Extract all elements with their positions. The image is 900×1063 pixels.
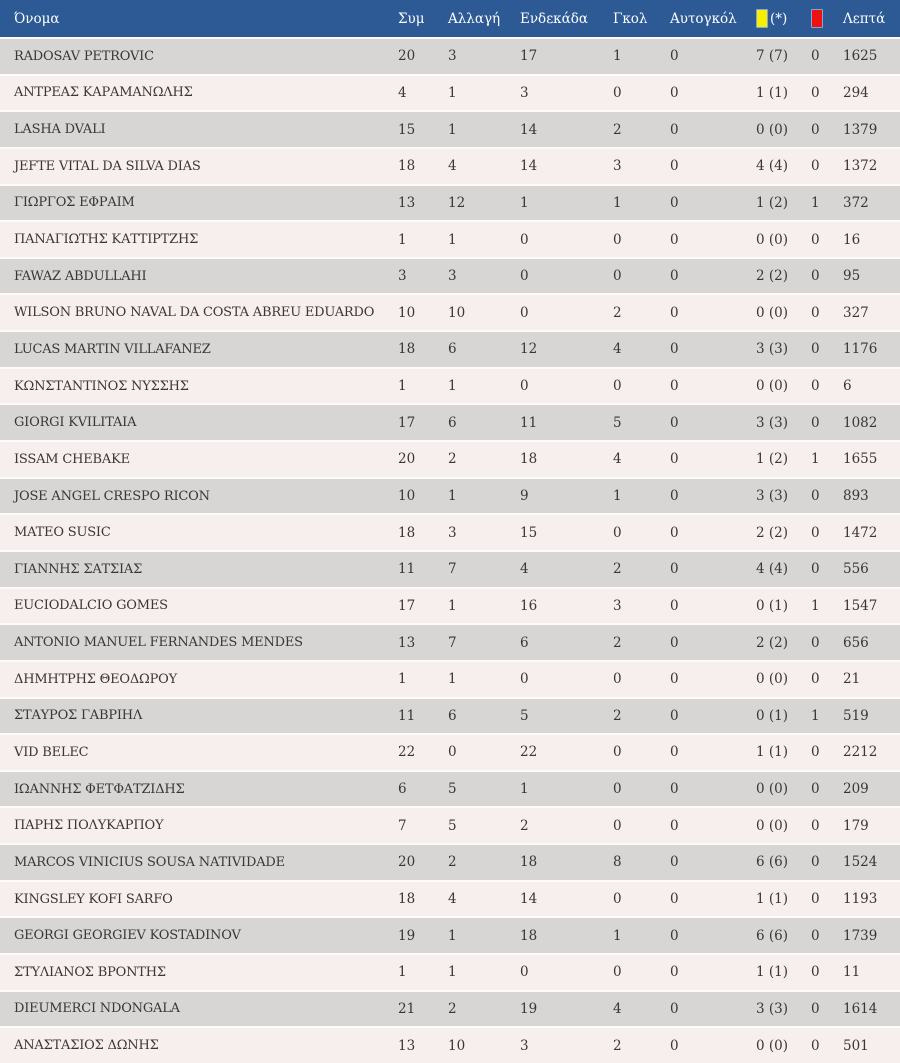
cell-starting11: 6 [520, 634, 529, 651]
cell-red-cards: 0 [811, 634, 820, 651]
cell-yellow-cards: 3 (3) [756, 1000, 789, 1017]
column-header-goals: Γκολ [613, 10, 648, 27]
cell-yellow-cards: 3 (3) [756, 341, 789, 358]
cell-appearances: 13 [398, 194, 416, 211]
cell-goals: 0 [613, 781, 622, 798]
cell-minutes: 2212 [843, 744, 878, 761]
cell-starting11: 17 [520, 48, 538, 65]
cell-minutes: 11 [843, 964, 861, 981]
table-row[interactable] [0, 953, 900, 990]
column-header-appearances: Συμ [398, 10, 425, 27]
cell-starting11: 18 [520, 854, 538, 871]
cell-yellow-cards: 1 (1) [756, 891, 789, 908]
table-row[interactable] [0, 1026, 900, 1063]
cell-yellow-cards: 1 (1) [756, 84, 789, 101]
table-row[interactable] [0, 403, 900, 440]
cell-red-cards: 1 [811, 597, 820, 614]
cell-goals: 1 [613, 194, 622, 211]
cell-own-goals: 0 [670, 84, 679, 101]
cell-appearances: 17 [398, 597, 416, 614]
cell-own-goals: 0 [670, 414, 679, 431]
table-row[interactable] [0, 623, 900, 660]
cell-name: ΑΝΑΣΤΑΣΙΟΣ ΔΩΝΗΣ [14, 1038, 159, 1054]
table-row[interactable] [0, 513, 900, 550]
cell-appearances: 1 [398, 231, 407, 248]
cell-yellow-cards: 1 (2) [756, 451, 789, 468]
cell-minutes: 1655 [843, 451, 878, 468]
cell-name: MATEO SUSIC [14, 525, 111, 541]
cell-yellow-cards: 2 (2) [756, 524, 789, 541]
cell-substitute: 6 [448, 707, 457, 724]
cell-own-goals: 0 [670, 304, 679, 321]
cell-minutes: 16 [843, 231, 861, 248]
cell-yellow-cards: 0 (0) [756, 817, 789, 834]
cell-yellow-cards: 3 (3) [756, 488, 789, 504]
cell-substitute: 1 [448, 488, 457, 504]
cell-minutes: 1372 [843, 158, 878, 175]
cell-own-goals: 0 [670, 927, 679, 944]
cell-red-cards: 0 [811, 781, 820, 798]
cell-own-goals: 0 [670, 707, 679, 724]
cell-appearances: 3 [398, 268, 407, 285]
cell-minutes: 1614 [843, 1000, 878, 1017]
cell-name: ΓΙΑΝΝΗΣ ΣΑΤΣΙΑΣ [14, 561, 143, 577]
cell-red-cards: 0 [811, 414, 820, 431]
cell-substitute: 1 [448, 378, 457, 395]
cell-name: ΠΑΡΗΣ ΠΟΛΥΚΑΡΠΟΥ [14, 818, 164, 834]
table-row[interactable] [0, 660, 900, 697]
cell-name: DIEUMERCI NDONGALA [14, 1001, 180, 1017]
cell-starting11: 2 [520, 817, 529, 834]
cell-red-cards: 0 [811, 891, 820, 908]
cell-own-goals: 0 [670, 341, 679, 358]
cell-goals: 4 [613, 341, 622, 358]
cell-own-goals: 0 [670, 817, 679, 834]
cell-starting11: 15 [520, 524, 538, 541]
table-row[interactable] [0, 110, 900, 147]
cell-minutes: 21 [843, 671, 861, 688]
cell-substitute: 2 [448, 854, 457, 871]
cell-appearances: 20 [398, 854, 416, 871]
cell-appearances: 20 [398, 48, 416, 65]
cell-name: MARCOS VINICIUS SOUSA NATIVIDADE [14, 854, 285, 870]
cell-yellow-cards: 0 (0) [756, 671, 789, 688]
cell-starting11: 19 [520, 1000, 538, 1017]
cell-goals: 3 [613, 597, 622, 614]
cell-yellow-cards: 0 (0) [756, 304, 789, 321]
table-row[interactable] [0, 184, 900, 221]
cell-own-goals: 0 [670, 597, 679, 614]
cell-starting11: 0 [520, 671, 529, 688]
cell-goals: 2 [613, 1037, 622, 1054]
cell-minutes: 1176 [843, 341, 878, 358]
cell-name: ΠΑΝΑΓΙΩΤΗΣ ΚΑΤΤΙΡΤΖΗΣ [14, 232, 199, 248]
cell-substitute: 1 [448, 671, 457, 688]
cell-goals: 2 [613, 561, 622, 578]
cell-yellow-cards: 6 (6) [756, 854, 789, 871]
cell-minutes: 501 [843, 1037, 869, 1054]
column-header-minutes: Λεπτά [843, 10, 886, 27]
cell-minutes: 1524 [843, 854, 878, 871]
cell-starting11: 16 [520, 597, 538, 614]
cell-yellow-cards: 2 (2) [756, 634, 789, 651]
cell-name: RADOSAV PETROVIC [14, 48, 154, 64]
cell-own-goals: 0 [670, 781, 679, 798]
cell-own-goals: 0 [670, 524, 679, 541]
cell-red-cards: 0 [811, 964, 820, 981]
cell-red-cards: 1 [811, 194, 820, 211]
cell-appearances: 1 [398, 964, 407, 981]
cell-minutes: 556 [843, 561, 869, 578]
cell-own-goals: 0 [670, 194, 679, 211]
cell-minutes: 179 [843, 817, 869, 834]
cell-red-cards: 0 [811, 84, 820, 101]
table-row[interactable] [0, 37, 900, 74]
cell-red-cards: 0 [811, 268, 820, 285]
cell-substitute: 0 [448, 744, 457, 761]
table-row[interactable] [0, 990, 900, 1027]
cell-appearances: 18 [398, 891, 416, 908]
cell-red-cards: 0 [811, 488, 820, 504]
cell-starting11: 1 [520, 781, 529, 798]
cell-red-cards: 0 [811, 121, 820, 138]
cell-own-goals: 0 [670, 1037, 679, 1054]
cell-yellow-cards: 2 (2) [756, 268, 789, 285]
cell-own-goals: 0 [670, 488, 679, 504]
cell-name: ΣΤΑΥΡΟΣ ΓΑΒΡΙΗΛ [14, 708, 143, 724]
cell-name: LASHA DVALI [14, 122, 106, 138]
cell-appearances: 11 [398, 707, 416, 724]
cell-yellow-cards: 0 (0) [756, 231, 789, 248]
cell-yellow-cards: 1 (1) [756, 964, 789, 981]
cell-yellow-cards: 0 (0) [756, 121, 789, 138]
cell-substitute: 10 [448, 1037, 466, 1054]
table-row[interactable] [0, 697, 900, 734]
cell-substitute: 3 [448, 268, 457, 285]
cell-minutes: 1082 [843, 414, 878, 431]
cell-substitute: 6 [448, 414, 457, 431]
column-header-starting11: Ενδεκάδα [520, 10, 588, 27]
cell-name: WILSON BRUNO NAVAL DA COSTA ABREU EDUARDO [14, 305, 375, 321]
cell-appearances: 4 [398, 84, 407, 101]
cell-name: ΑΝΤΡΕΑΣ ΚΑΡΑΜΑΝΩΛΗΣ [14, 85, 193, 101]
cell-minutes: 1739 [843, 927, 878, 944]
cell-minutes: 327 [843, 304, 869, 321]
cell-substitute: 3 [448, 48, 457, 65]
cell-own-goals: 0 [670, 891, 679, 908]
cell-starting11: 14 [520, 891, 538, 908]
cell-name: JOSE ANGEL CRESPO RICON [14, 488, 210, 504]
cell-starting11: 22 [520, 744, 538, 761]
table-row[interactable] [0, 74, 900, 111]
cell-goals: 0 [613, 378, 622, 395]
cell-goals: 0 [613, 964, 622, 981]
cell-starting11: 18 [520, 927, 538, 944]
yellow-card-suffix-label: (*) [770, 10, 788, 27]
cell-goals: 4 [613, 451, 622, 468]
table-row[interactable] [0, 550, 900, 587]
cell-substitute: 1 [448, 231, 457, 248]
cell-appearances: 20 [398, 451, 416, 468]
cell-appearances: 10 [398, 488, 416, 504]
cell-goals: 0 [613, 231, 622, 248]
cell-goals: 0 [613, 268, 622, 285]
table-row[interactable] [0, 330, 900, 367]
cell-red-cards: 0 [811, 524, 820, 541]
cell-appearances: 1 [398, 378, 407, 395]
cell-red-cards: 0 [811, 231, 820, 248]
cell-yellow-cards: 1 (2) [756, 194, 789, 211]
cell-starting11: 14 [520, 121, 538, 138]
cell-red-cards: 1 [811, 707, 820, 724]
cell-substitute: 1 [448, 927, 457, 944]
cell-red-cards: 0 [811, 1037, 820, 1054]
cell-goals: 4 [613, 1000, 622, 1017]
cell-name: ΓΙΩΡΓΟΣ ΕΦΡΑΙΜ [14, 195, 135, 211]
cell-substitute: 1 [448, 597, 457, 614]
cell-goals: 1 [613, 48, 622, 65]
table-header-row [0, 0, 900, 37]
cell-own-goals: 0 [670, 121, 679, 138]
cell-minutes: 1625 [843, 48, 878, 65]
table-row[interactable] [0, 440, 900, 477]
cell-name: GEORGI GEORGIEV KOSTADINOV [14, 928, 241, 944]
cell-red-cards: 0 [811, 378, 820, 395]
cell-minutes: 656 [843, 634, 869, 651]
cell-starting11: 0 [520, 231, 529, 248]
cell-name: ΚΩΝΣΤΑΝΤΙΝΟΣ ΝΥΣΣΗΣ [14, 378, 189, 394]
cell-red-cards: 0 [811, 48, 820, 65]
cell-yellow-cards: 3 (3) [756, 414, 789, 431]
cell-own-goals: 0 [670, 964, 679, 981]
cell-minutes: 893 [843, 488, 869, 504]
cell-substitute: 10 [448, 304, 466, 321]
cell-own-goals: 0 [670, 378, 679, 395]
cell-appearances: 22 [398, 744, 416, 761]
cell-yellow-cards: 4 (4) [756, 158, 789, 175]
cell-starting11: 0 [520, 304, 529, 321]
cell-name: ΔΗΜΗΤΡΗΣ ΘΕΟΔΩΡΟΥ [14, 671, 178, 687]
cell-red-cards: 0 [811, 927, 820, 944]
table-row[interactable] [0, 880, 900, 917]
cell-starting11: 14 [520, 158, 538, 175]
cell-minutes: 1193 [843, 891, 878, 908]
cell-name: VID BELEC [14, 744, 89, 760]
cell-minutes: 6 [843, 378, 852, 395]
cell-name: ANTONIO MANUEL FERNANDES MENDES [14, 635, 303, 651]
cell-minutes: 372 [843, 194, 869, 211]
table-row[interactable] [0, 733, 900, 770]
cell-starting11: 0 [520, 268, 529, 285]
cell-substitute: 7 [448, 561, 457, 578]
cell-substitute: 1 [448, 84, 457, 101]
cell-substitute: 12 [448, 194, 466, 211]
cell-minutes: 1379 [843, 121, 878, 138]
column-header-substitute: Αλλαγή [448, 10, 501, 27]
cell-substitute: 2 [448, 451, 457, 468]
cell-goals: 1 [613, 488, 622, 504]
cell-goals: 3 [613, 158, 622, 175]
cell-goals: 1 [613, 927, 622, 944]
cell-yellow-cards: 0 (0) [756, 378, 789, 395]
cell-minutes: 95 [843, 268, 861, 285]
cell-own-goals: 0 [670, 671, 679, 688]
cell-yellow-cards: 0 (0) [756, 781, 789, 798]
cell-appearances: 7 [398, 817, 407, 834]
column-header-red-cards [803, 9, 835, 28]
cell-red-cards: 0 [811, 854, 820, 871]
table-row[interactable] [0, 293, 900, 330]
table-row[interactable] [0, 367, 900, 404]
cell-name: FAWAZ ABDULLAHI [14, 268, 147, 284]
cell-red-cards: 1 [811, 451, 820, 468]
cell-appearances: 15 [398, 121, 416, 138]
cell-own-goals: 0 [670, 231, 679, 248]
cell-starting11: 0 [520, 378, 529, 395]
table-row[interactable] [0, 477, 900, 514]
column-header-own-goals: Αυτογκόλ [670, 10, 737, 27]
cell-minutes: 1472 [843, 524, 878, 541]
table-row[interactable] [0, 257, 900, 294]
cell-appearances: 19 [398, 927, 416, 944]
cell-own-goals: 0 [670, 744, 679, 761]
table-row[interactable] [0, 220, 900, 257]
cell-starting11: 1 [520, 194, 529, 211]
cell-appearances: 10 [398, 304, 416, 321]
cell-goals: 8 [613, 854, 622, 871]
cell-own-goals: 0 [670, 1000, 679, 1017]
cell-appearances: 21 [398, 1000, 416, 1017]
cell-red-cards: 0 [811, 1000, 820, 1017]
cell-goals: 0 [613, 744, 622, 761]
cell-minutes: 209 [843, 781, 869, 798]
cell-starting11: 5 [520, 707, 529, 724]
cell-goals: 2 [613, 304, 622, 321]
cell-name: EUCIODALCIO GOMES [14, 598, 168, 614]
table-row[interactable] [0, 147, 900, 184]
table-row[interactable] [0, 916, 900, 953]
cell-yellow-cards: 0 (1) [756, 707, 789, 724]
cell-appearances: 6 [398, 781, 407, 798]
cell-minutes: 294 [843, 84, 869, 101]
cell-own-goals: 0 [670, 48, 679, 65]
cell-yellow-cards: 0 (1) [756, 597, 789, 614]
cell-substitute: 4 [448, 158, 457, 175]
cell-own-goals: 0 [670, 854, 679, 871]
cell-starting11: 12 [520, 341, 538, 358]
cell-goals: 2 [613, 121, 622, 138]
cell-own-goals: 0 [670, 158, 679, 175]
cell-starting11: 11 [520, 414, 538, 431]
column-header-yellow-cards [748, 9, 803, 28]
cell-appearances: 17 [398, 414, 416, 431]
cell-red-cards: 0 [811, 304, 820, 321]
cell-minutes: 1547 [843, 597, 878, 614]
cell-yellow-cards: 4 (4) [756, 561, 789, 578]
cell-yellow-cards: 0 (0) [756, 1037, 789, 1054]
table-body [0, 37, 900, 1063]
cell-appearances: 1 [398, 671, 407, 688]
cell-appearances: 18 [398, 158, 416, 175]
cell-goals: 2 [613, 634, 622, 651]
cell-starting11: 3 [520, 84, 529, 101]
cell-starting11: 0 [520, 964, 529, 981]
cell-appearances: 11 [398, 561, 416, 578]
cell-substitute: 1 [448, 121, 457, 138]
cell-substitute: 1 [448, 964, 457, 981]
cell-yellow-cards: 1 (1) [756, 744, 789, 761]
cell-minutes: 519 [843, 707, 869, 724]
table-row[interactable] [0, 770, 900, 807]
cell-starting11: 4 [520, 561, 529, 578]
red-card-icon [811, 9, 823, 28]
table-row[interactable] [0, 843, 900, 880]
cell-own-goals: 0 [670, 561, 679, 578]
cell-name: LUCAS MARTIN VILLAFANEZ [14, 341, 211, 357]
cell-goals: 0 [613, 817, 622, 834]
table-row[interactable] [0, 587, 900, 624]
cell-red-cards: 0 [811, 561, 820, 578]
cell-goals: 0 [613, 671, 622, 688]
cell-red-cards: 0 [811, 817, 820, 834]
cell-red-cards: 0 [811, 744, 820, 761]
cell-name: ΣΤΥΛΙΑΝΟΣ ΒΡΟΝΤΗΣ [14, 964, 166, 980]
cell-substitute: 5 [448, 781, 457, 798]
cell-name: GIORGI KVILITAIA [14, 415, 137, 431]
cell-red-cards: 0 [811, 158, 820, 175]
cell-appearances: 13 [398, 634, 416, 651]
cell-red-cards: 0 [811, 671, 820, 688]
cell-goals: 5 [613, 414, 622, 431]
cell-substitute: 6 [448, 341, 457, 358]
cell-starting11: 9 [520, 488, 529, 504]
cell-starting11: 3 [520, 1037, 529, 1054]
cell-goals: 2 [613, 707, 622, 724]
cell-appearances: 18 [398, 524, 416, 541]
cell-goals: 0 [613, 84, 622, 101]
cell-goals: 0 [613, 891, 622, 908]
cell-red-cards: 0 [811, 341, 820, 358]
cell-name: KINGSLEY KOFI SARFO [14, 891, 173, 907]
cell-yellow-cards: 6 (6) [756, 927, 789, 944]
cell-substitute: 4 [448, 891, 457, 908]
cell-yellow-cards: 7 (7) [756, 48, 789, 65]
cell-appearances: 13 [398, 1037, 416, 1054]
cell-name: ΙΩΑΝΝΗΣ ΦΕΤΦΑΤΖΙΔΗΣ [14, 781, 185, 797]
cell-starting11: 18 [520, 451, 538, 468]
cell-substitute: 2 [448, 1000, 457, 1017]
cell-substitute: 7 [448, 634, 457, 651]
table-row[interactable] [0, 806, 900, 843]
cell-name: JEFTE VITAL DA SILVA DIAS [14, 158, 201, 174]
cell-own-goals: 0 [670, 451, 679, 468]
cell-substitute: 5 [448, 817, 457, 834]
cell-own-goals: 0 [670, 634, 679, 651]
cell-substitute: 3 [448, 524, 457, 541]
column-header-name: Όνομα [14, 10, 60, 27]
cell-goals: 0 [613, 524, 622, 541]
yellow-card-icon [756, 9, 768, 28]
cell-own-goals: 0 [670, 268, 679, 285]
cell-name: ISSAM CHEBAKE [14, 451, 130, 467]
cell-appearances: 18 [398, 341, 416, 358]
